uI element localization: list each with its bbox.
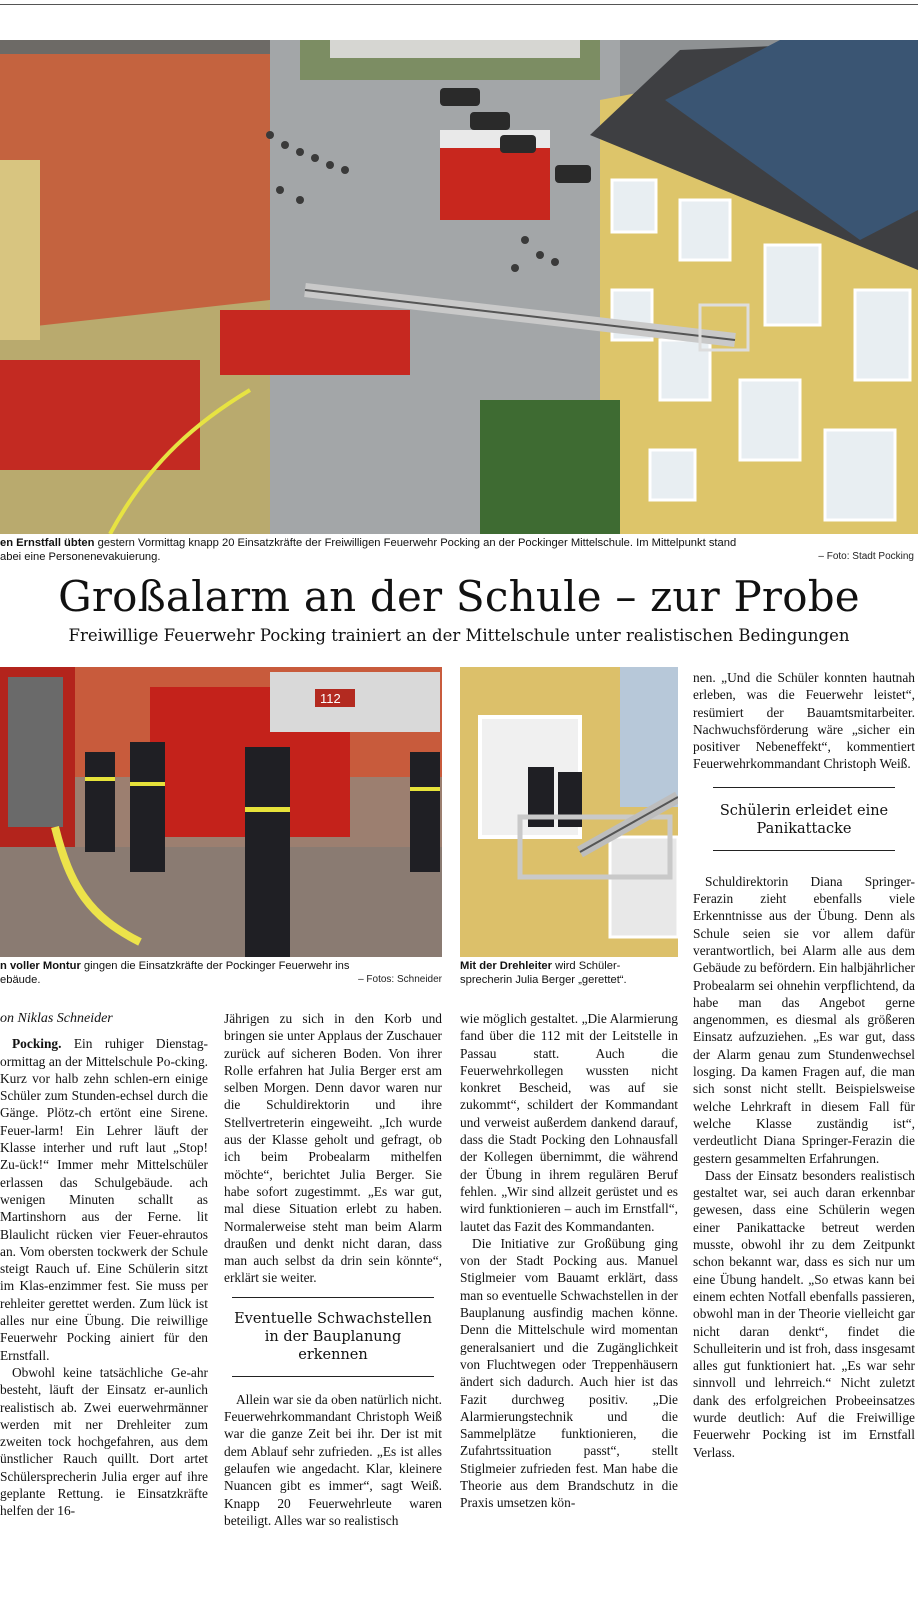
col4-intertitle: Schülerin erleidet eine Panikattacke — [713, 787, 895, 851]
col4-paragraph-2: Dass der Einsatz besonders realistisch gestaltet war, sei auch daran erkennbar gewesen, dass eine Schülerin wegen einer Panikattacke betreut werden musste, obwohl ihr zu dem Zeitpunkt schon bekannt war, dass es sich nur um eine Übung handelt. „So etwas kann bei einem echten Notfall ebenfalls passieren, obwohl man in der Theorie vielleicht gar nicht daran denkt“, findet die Schulleiterin und ist froh, dass insgesamt alles gut funktioniert hat. „Es war sehr sinnvoll und lehrreich.“ Nicht zuletzt dank des erfolgreichen Probeeinsatzes wurde deutlich: Auf die Freiwillige Feuerwehr Pocking ist im Ernstfall Verlass. — [693, 1167, 915, 1460]
col1-paragraph-1: Pocking. Ein ruhiger Dienstag-ormittag an der Mittelschule Po-cking. Kurz vor halb zehn schlen-ern einige Schüler zum Stunden-echsel durch die Gänge. Plötz-ch ertönt eine Sirene. Feuer-larm! Ein Lehrer läuft der Klasse interher und ruft laut „Stop! Zu-ück!“ Immer mehr Mittelschüler erlassen das Schulgebäude. ach wenigen Minuten schallt as Martinshorn aus der Ferne. lit Blaulicht rücken vier Feuer-ehrautos an. Vom obersten tockwerk der Schule steigt Rauch uf. Eine Schülerin sitzt im Klas-enzimmer fest. Sie muss per rehleiter gerettet werden. Zum lück ist alles nur eine Übung. Die reiwillige Feuerwehr Pocking ainiert für den Ernstfall. — [0, 1036, 208, 1363]
top-photo-caption-bold: en Ernstfall übten — [0, 537, 95, 549]
photo-mid — [460, 667, 678, 957]
top-photo — [0, 40, 918, 534]
dateline: Pocking. — [12, 1036, 62, 1052]
subheadline: Freiwillige Feuerwehr Pocking trainiert an der Mittelschule unter realistischen Bedingungen — [68, 626, 850, 645]
article-column-4 — [693, 669, 915, 1609]
top-photo-illustration — [0, 40, 918, 534]
truck-label-112: 112 — [320, 691, 341, 706]
photo-mid-illustration — [460, 667, 678, 957]
photo-mid-caption — [460, 959, 680, 973]
col4-paragraph-1: Schuldirektorin Diana Springer-Ferazin zieht ebenfalls viele Erkenntnisse aus der Übung. Denn als Schule seien sie vor allem dafür verantwortlich, bei Alarm alle aus dem Gebäude zu befördern. Ein halbjährlicher Probealarm sei ohnehin verpflichtend, da habe man das Angebot gerne angenommen, es diesmal als größeren Einsatz aufzuziehen. „Es war gut, dass der Alarm genau zum Stundenwechsel losging. Da kamen Fragen auf, die man sich sonst nicht stellt. Beispielsweise welche Lehrkraft in diesem Fall für welche Klasse zuständig ist“, verdeutlicht Diana Springer-Ferazin die gestern gesammelten Erfahrungen. — [693, 873, 915, 1166]
photo-left-caption-text: gingen die Einsatzkräfte der Pockinger Feuerwehr ins — [80, 960, 350, 972]
top-photo-credit: – Foto: Stadt Pocking — [818, 551, 914, 562]
article-column-1 — [0, 1010, 208, 1608]
col2-paragraph-2: Allein war sie da oben natürlich nicht. Feuerwehrkommandant Christoph Weiß war die ganze Zeit bei ihr. Der ist mit dem Ablauf sehr zufrieden. „Es ist alles gelaufen wie angedacht. Klar, kleinere Nuancen gibt es immer“, sagt Weiß. Knapp 20 Feuerwehrleute waren beteiligt. Alles war so realistisch — [224, 1391, 442, 1528]
photo-left-illustration — [0, 667, 442, 957]
top-photo-caption-line2: abei eine Personenevakuierung. — [0, 551, 161, 563]
byline: on Niklas Schneider — [0, 1011, 113, 1026]
col2-intertitle: Eventuelle Schwachstellen in der Bauplanung erkennen — [232, 1297, 434, 1377]
photo-mid-caption-bold: Mit der Drehleiter — [460, 960, 553, 972]
col3-paragraph-2: Die Initiative zur Großübung ging von der Stadt Pocking aus. Manuel Stiglmeier vom Bauamt erklärt, dass man so eventuelle Schwachstellen in der Bauplanung ausfindig machen könne. Denn die Mittelschule wird momentan generalsaniert und die Zugänglichkeit von Fluchtwegen oder Treppenhäusern ändert sich dadurch. Auch hier ist das Fazit durchweg positiv. „Die Alarmierungstechnik und die Sammelplätze funktionieren, die Zufahrtssituation passt“, stellt Stiglmeier zufrieden fest. Man habe die Theorie aus dem Brandschutz in die Praxis umsetzen kön- — [460, 1235, 678, 1511]
col1-paragraph-2: Obwohl keine tatsächliche Ge-ahr besteht, läuft der Einsatz er-aunlich realistisch ab. Zwei euerwehrmänner werden mit ner Drehleiter zum zweiten tock hochgefahren, aus dem ünstlicher Rauch quillt. Dort artet Schülersprecherin Julia erger auf ihre geplante Rettung. ie Einsatzkräfte helfen der 16- — [0, 1364, 208, 1519]
col3-paragraph-1: wie möglich gestaltet. „Die Alarmierung fand über die 112 mit der Leitstelle in Passau statt. Auch die Feuerwehrkollegen wussten nicht konkret Bescheid, was auf sie zukommt“, schildert der Kommandant und verweist außerdem dankend darauf, dass die Stadt Pocking den Lohnausfall der Kollegen übernimmt, die während der Übung in ihrem regulären Beruf fehlen. „Wir sind allzeit gerüstet und es wird funktionieren – auch im Ernstfall“, lautet das Fazit des Kommandanten. — [460, 1011, 678, 1234]
photo-left-caption-bold: n voller Montur — [0, 960, 81, 972]
photo-left-caption — [0, 959, 442, 973]
top-photo-caption — [0, 536, 918, 550]
photo-left-caption-line2: ebäude. — [0, 974, 41, 986]
col4-paragraph-top: nen. „Und die Schüler konnten hautnah erleben, was die Feuerwehr leistet“, resümiert der Bauamtsmitarbeiter. Nachwuchsförderung wäre „sicher ein positiver Nebeneffekt“, kommentiert Feuerwehrkommandant Christoph Weiß. — [693, 670, 915, 772]
top-photo-caption-text: gestern Vormittag knapp 20 Einsatzkräfte der Freiwilligen Feuerwehr Pocking an der Pockinger Mittelschule. Im Mittelpunkt stand — [94, 537, 737, 549]
headline: Großalarm an der Schule – zur Probe — [58, 572, 860, 621]
col2-paragraph-1: Jährigen zu sich in den Korb und bringen sie unter Applaus der Zuschauer zurück auf sicheren Boden. Von ihrer Rolle erfahren hat Julia Berger erst am selben Morgen. Denn davor waren nur die Schuldirektorin und ihre Stellvertreterin eingeweiht. „Ich wurde aus der Klasse geholt und gefragt, ob ich beim Probealarm mithelfen möchte“, berichtet Julia Berger. Sie habe sofort zugestimmt. „Es war gut, mal diese Situation erlebt zu haben. Normalerweise steht man beim Alarm draußen und denkt nicht daran, dass man auch selbst da drin sein könnte“, erklärt sie weiter. — [224, 1011, 442, 1286]
photo-mid-caption-text: wird Schüler- — [552, 960, 621, 972]
photo-mid-caption-line2: sprecherin Julia Berger „gerettet“. — [460, 974, 627, 986]
article-column-3 — [460, 1010, 678, 1608]
article-column-2 — [224, 1010, 442, 1608]
top-rule — [0, 4, 918, 5]
photo-left — [0, 667, 442, 957]
photo-left-credit: – Fotos: Schneider — [358, 974, 442, 985]
